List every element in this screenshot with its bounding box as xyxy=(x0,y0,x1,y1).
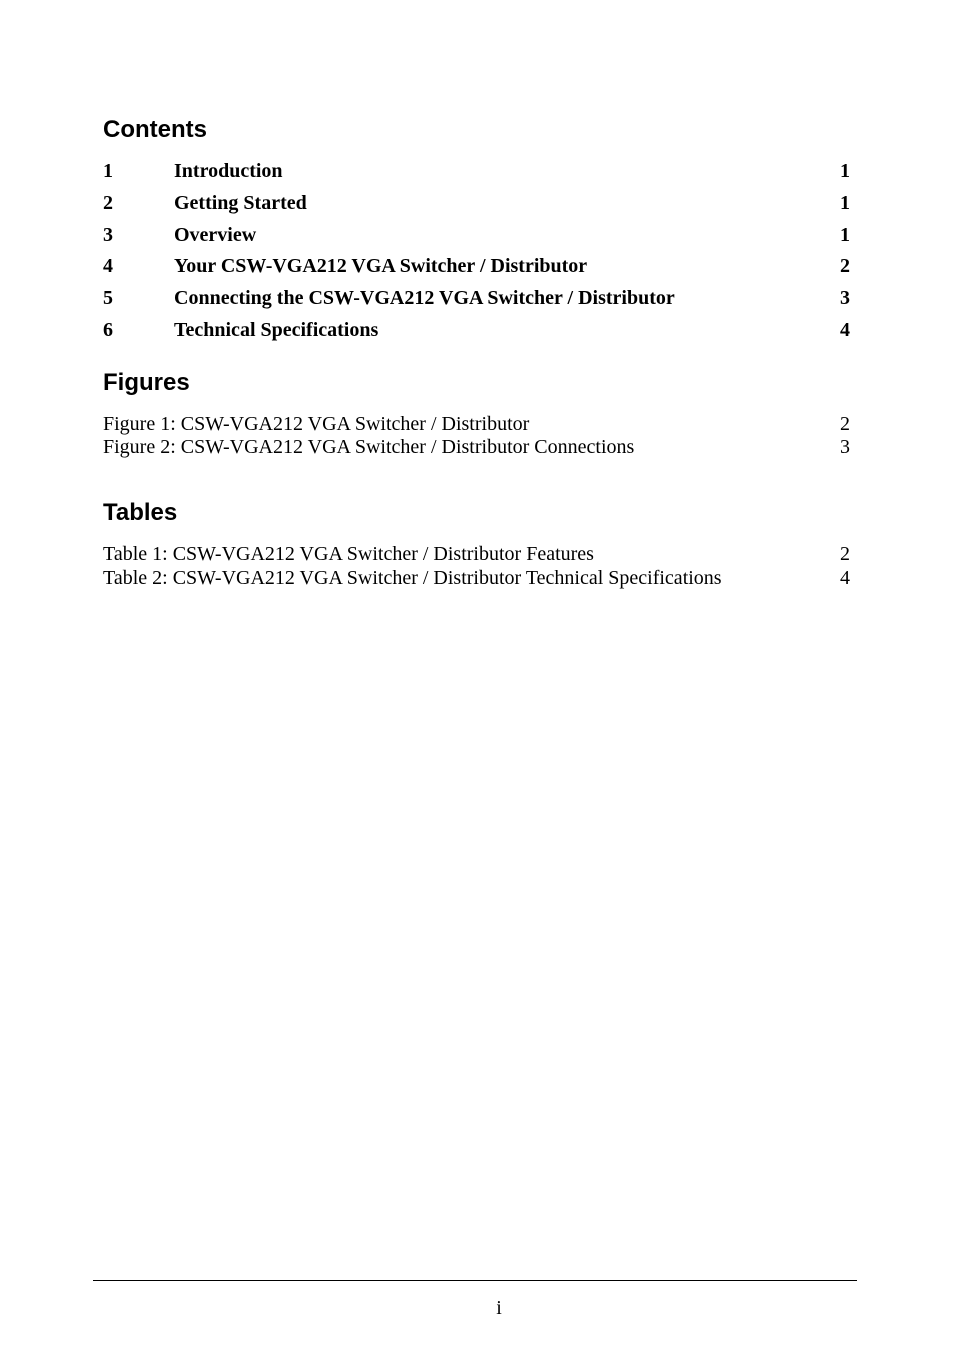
toc-entry[interactable] xyxy=(103,253,850,279)
table-entry[interactable] xyxy=(103,541,850,567)
toc-entry[interactable] xyxy=(103,190,850,216)
toc-entry[interactable] xyxy=(103,285,850,311)
toc-entry-number: 4 xyxy=(103,255,113,277)
toc-entry-title: Overview xyxy=(174,224,257,246)
toc-entry-title: Technical Specifications xyxy=(174,319,379,341)
toc-entry-number: 2 xyxy=(103,192,113,214)
toc-entry[interactable] xyxy=(103,317,850,343)
toc-entry-title: Introduction xyxy=(174,160,283,182)
tables-heading: Tables xyxy=(103,499,178,526)
toc-entry-title: Getting Started xyxy=(174,192,307,214)
figure-entry-page: 2 xyxy=(840,413,850,435)
table-entry-page: 2 xyxy=(840,543,850,565)
toc-entry-number: 5 xyxy=(103,287,113,309)
table-entry-page: 4 xyxy=(840,567,850,589)
figure-entry[interactable] xyxy=(103,434,850,460)
toc-entry-page: 1 xyxy=(840,160,850,182)
toc-entry-number: 3 xyxy=(103,224,113,246)
toc-entry-page: 3 xyxy=(840,287,850,309)
toc-entry-page: 2 xyxy=(840,255,850,277)
toc-entry-number: 6 xyxy=(103,319,113,341)
table-entry-title: Table 1: CSW-VGA212 VGA Switcher / Distributor Features xyxy=(103,543,594,565)
toc-entry-title: Connecting the CSW-VGA212 VGA Switcher / Distributor xyxy=(174,287,675,309)
toc-entry-page: 1 xyxy=(840,192,850,214)
figures-heading: Figures xyxy=(103,369,190,396)
table-entry-title: Table 2: CSW-VGA212 VGA Switcher / Distributor Technical Specifications xyxy=(103,567,722,589)
figure-entry-title: Figure 2: CSW-VGA212 VGA Switcher / Distributor Connections xyxy=(103,436,635,458)
footer-divider xyxy=(93,1280,857,1281)
table-entry[interactable] xyxy=(103,565,850,591)
figure-entry-page: 3 xyxy=(840,436,850,458)
toc-entry-title: Your CSW-VGA212 VGA Switcher / Distributor xyxy=(174,255,588,277)
figure-entry-title: Figure 1: CSW-VGA212 VGA Switcher / Distributor xyxy=(103,413,530,435)
contents-heading: Contents xyxy=(103,116,207,143)
toc-entry-page: 1 xyxy=(840,224,850,246)
toc-entry-page: 4 xyxy=(840,319,850,341)
footer-page-number: i xyxy=(496,1297,502,1319)
toc-entry-number: 1 xyxy=(103,160,113,182)
toc-entry[interactable] xyxy=(103,158,850,184)
toc-entry[interactable] xyxy=(103,222,850,248)
